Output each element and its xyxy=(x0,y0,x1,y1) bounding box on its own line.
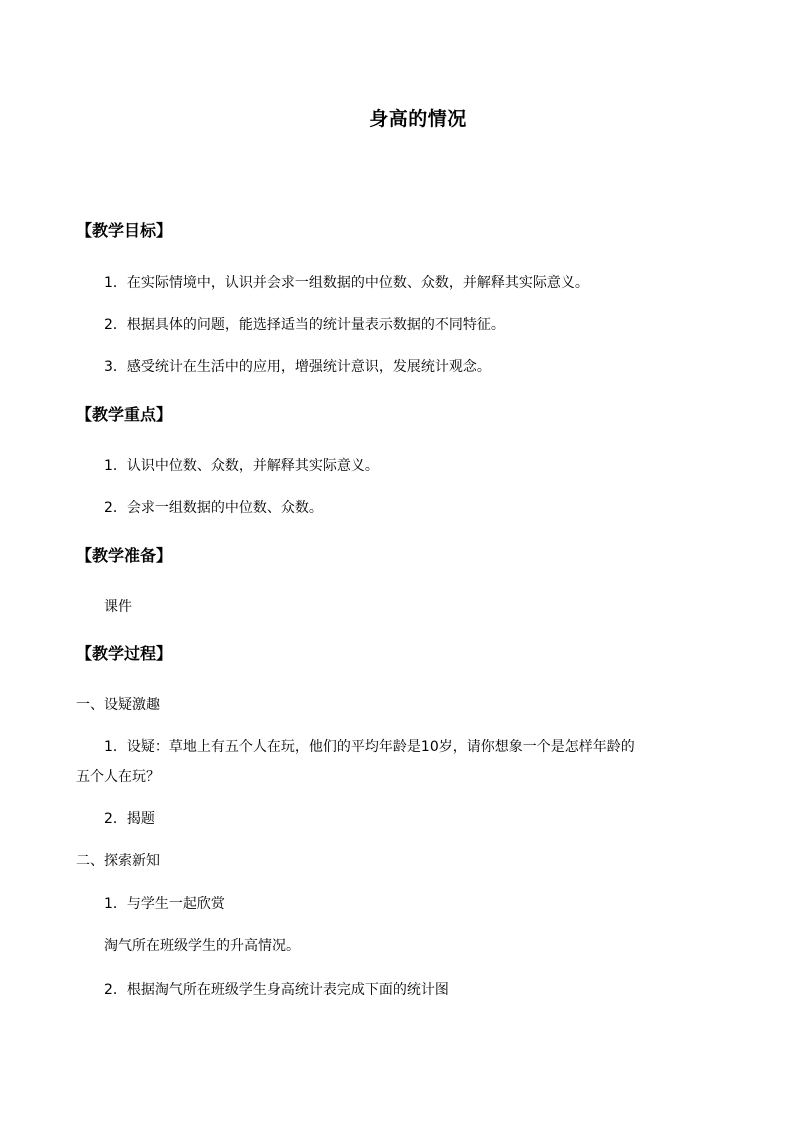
process-part1-title: 一、设疑激趣 xyxy=(76,697,160,713)
section-heading-key-points: 【教学重点】 xyxy=(76,405,173,424)
process-part1-item1-line1: 1．设疑：草地上有五个人在玩，他们的平均年龄是10岁，请你想象一个是怎样年龄的 xyxy=(104,739,635,755)
goal-item-1: 1．在实际情境中，认识并会求一组数据的中位数、众数，并解释其实际意义。 xyxy=(104,275,589,291)
process-part2-item1: 1．与学生一起欣赏 xyxy=(104,896,225,912)
section-heading-process: 【教学过程】 xyxy=(76,644,173,663)
process-part2-title: 二、探索新知 xyxy=(76,853,160,869)
goal-item-3: 3．感受统计在生活中的应用，增强统计意识，发展统计观念。 xyxy=(104,359,491,375)
process-part2-item1-detail: 淘气所在班级学生的升高情况。 xyxy=(104,938,300,954)
preparation-text: 课件 xyxy=(104,599,132,615)
section-heading-goals: 【教学目标】 xyxy=(76,221,173,240)
process-part1-item2: 2．揭题 xyxy=(104,811,155,827)
goal-item-2: 2．根据具体的问题，能选择适当的统计量表示数据的不同特征。 xyxy=(104,317,505,333)
key-point-item-2: 2．会求一组数据的中位数、众数。 xyxy=(104,500,323,516)
document-title: 身高的情况 xyxy=(369,108,467,130)
process-part1-item1-line2: 五个人在玩？ xyxy=(76,769,160,785)
section-heading-preparation: 【教学准备】 xyxy=(76,546,173,565)
key-point-item-1: 1．认识中位数、众数，并解释其实际意义。 xyxy=(104,458,379,474)
process-part2-item2: 2．根据淘气所在班级学生身高统计表完成下面的统计图 xyxy=(104,982,449,998)
